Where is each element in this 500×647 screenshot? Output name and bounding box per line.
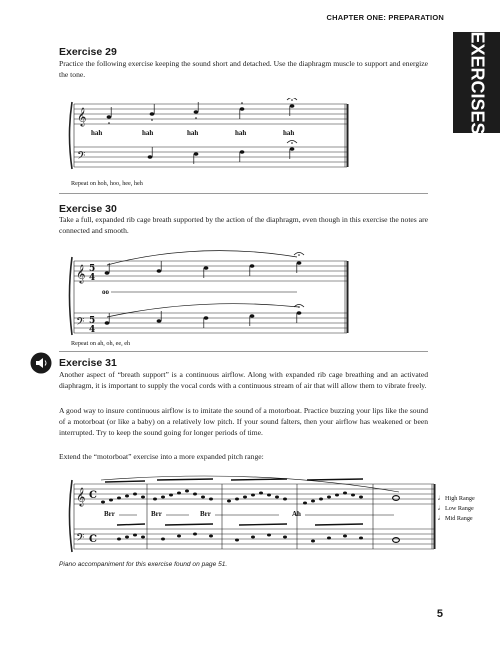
svg-text:𝅗𝅥: 𝅗𝅥 [438,505,440,512]
exercise-29-title: Exercise 29 [59,46,117,58]
side-tab-label: EXERCISES [467,30,487,135]
exercise-31-paragraph-2: A good way to insure continuous airflow is to imitate the sound of a motorboat. Practice buzzing your lips like the sound of a motorboat (or like a baby) on a relatively low pitch. If your sound falters, then your airflow has weakened or been interrupted. Try to keep the sound going for longer periods of time. [59,406,428,437]
piano-accompaniment-caption: Piano accompaniment for this exercise found on page 51. [59,561,228,568]
brr-3: Brr [200,510,211,518]
divider [59,193,428,194]
svg-text:𝄢: 𝄢 [76,532,85,547]
svg-text:4: 4 [89,273,96,283]
svg-text:5: 5 [89,264,96,274]
syllable-1: hah [91,129,103,137]
exercise-30-title: Exercise 30 [59,203,117,215]
svg-text:C: C [89,534,97,545]
svg-text:𝄢: 𝄢 [76,316,85,331]
svg-text:𝅗𝅥: 𝅗𝅥 [438,515,440,522]
svg-text:𝄢: 𝄢 [77,150,86,165]
exercise-29-staff [59,98,429,190]
speaker-icon[interactable] [30,352,52,374]
syllable-5: hah [283,129,295,137]
svg-text:C: C [89,490,97,501]
exercise-29-note: Repeat on hoh, hoo, hee, heh [71,180,143,187]
exercise-31-paragraph-1: Another aspect of “breath support” is a continuous airflow. Along with expanded rib cage breathing and an activated diaphragm, it is important to supply the vocal cords with a continuous stream of air that will allow them to vibrate freely. [59,370,428,390]
svg-text:5: 5 [89,316,96,326]
exercise-30-note: Repeat on ah, oh, ee, eh [71,340,131,347]
syllable-2: hah [142,129,154,137]
side-tab [453,32,500,133]
exercise-30-syllable: oo [102,288,109,296]
exercise-30-staff [59,245,429,348]
range-mid: Mid Range [445,515,473,522]
exercise-29-text: Practice the following exercise keeping the sound short and detached. Use the diaphragm muscle to support and energize the tone. [59,59,428,79]
range-high: High Range [445,495,475,502]
brr-2: Brr [151,510,162,518]
exercise-31-staff [59,470,499,558]
page-number: 5 [436,608,443,620]
svg-text:𝄞: 𝄞 [76,487,86,506]
svg-text:4: 4 [89,325,96,335]
svg-text:𝄞: 𝄞 [76,264,86,283]
syllable-3: hah [187,129,199,137]
brr-1: Brr [104,510,115,518]
exercise-31-title: Exercise 31 [59,357,117,369]
chapter-header: CHAPTER ONE: PREPARATION [326,13,444,22]
ah: Ah [292,510,301,518]
divider [59,351,428,352]
range-low: Low Range [445,505,474,512]
svg-text:𝅗𝅥: 𝅗𝅥 [438,495,440,502]
exercise-31-paragraph-3: Extend the “motorboat” exercise into a more expanded pitch range: [59,452,264,461]
exercise-30-text: Take a full, expanded rib cage breath supported by the action of the diaphragm, even though in this exercise the notes are connected and smooth. [59,215,428,235]
svg-text:𝄞: 𝄞 [77,107,87,126]
syllable-4: hah [235,129,247,137]
